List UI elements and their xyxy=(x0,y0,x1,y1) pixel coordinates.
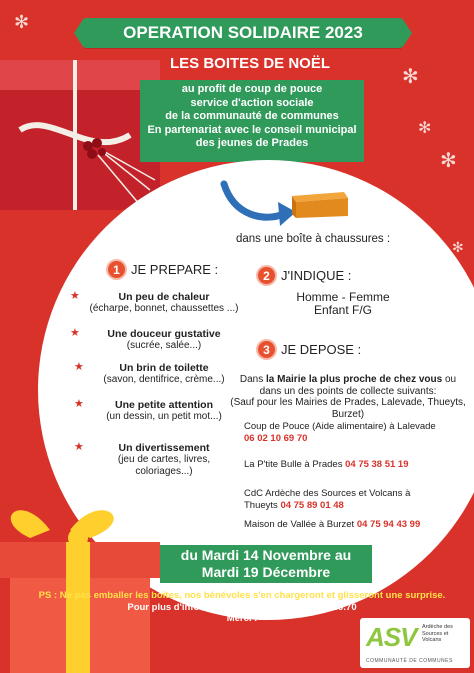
step-title: J'INDIQUE : xyxy=(281,268,352,283)
collection-point xyxy=(244,519,464,531)
logo-line: Ardèche des xyxy=(422,624,453,630)
snowflake-icon: ✻ xyxy=(402,64,419,88)
prepare-item-title: Un peu de chaleur xyxy=(118,291,210,303)
ps-line: PS : Ne pas emballer les boîtes, nos bénévoles s'en chargeront et glisseront une surprise. xyxy=(38,590,446,601)
ps-line: Pour plus d'info : Coup de Pouce au 06.02.10.69.70 xyxy=(127,601,357,613)
title-banner xyxy=(84,18,402,48)
step-number-badge: 2 xyxy=(258,267,275,284)
depose-highlight: la Mairie la plus proche de chez vous xyxy=(266,374,443,385)
shoebox-icon xyxy=(288,188,350,220)
intro-line: au profit de coup de pouce xyxy=(181,83,323,95)
collection-point xyxy=(244,421,440,444)
star-icon: ★ xyxy=(70,327,80,339)
depose-text: Dans xyxy=(239,374,267,385)
star-icon: ★ xyxy=(74,361,84,373)
gift-box-illustration xyxy=(0,490,170,673)
logo-letters: ASV xyxy=(366,622,417,652)
indique-text xyxy=(268,291,418,317)
depose-text: ou dans un des points de collecte suivants: xyxy=(259,374,457,397)
page-subtitle: LES BOITES DE NOËL xyxy=(169,55,331,72)
step-number-badge: 1 xyxy=(108,261,125,278)
snowflake-icon: ✻ xyxy=(418,118,432,137)
asv-logo xyxy=(360,618,470,668)
prepare-item-title: Un brin de toilette xyxy=(119,362,209,374)
logo-bottom-text: COMMUNAUTÉ DE COMMUNES xyxy=(366,658,453,664)
collection-point-name: La P'tite Bulle à Prades xyxy=(244,459,343,470)
prepare-item-title: Une petite attention xyxy=(114,399,213,411)
indique-line: Enfant F/G xyxy=(313,303,373,317)
prepare-item xyxy=(70,327,254,352)
intro-line: En partenariat avec le conseil municipal xyxy=(147,123,357,136)
prepare-item-detail: (sucrée, salée...) xyxy=(126,340,202,351)
prepare-item-detail: (un dessin, un petit mot...) xyxy=(106,411,222,422)
step-number-badge: 3 xyxy=(258,341,275,358)
collection-point-name: CdC Ardèche des Sources et Volcans à Thueyts xyxy=(244,488,411,511)
intro-line: service d'action sociale xyxy=(190,96,314,109)
collection-point xyxy=(244,488,440,511)
box-caption: dans une boîte à chaussures : xyxy=(236,233,391,245)
collection-point-phone: 04 75 89 01 48 xyxy=(280,499,344,511)
intro-box xyxy=(140,80,364,162)
logo-line: Sources et xyxy=(422,630,449,637)
collection-point-phone: 06 02 10 69 70 xyxy=(244,432,308,444)
step-prepare-heading xyxy=(108,261,218,278)
intro-line: de la communauté de communes xyxy=(165,110,339,122)
star-icon: ★ xyxy=(70,290,80,302)
prepare-item xyxy=(74,361,234,386)
prepare-item-detail: (jeu de cartes, livres, coloriages...) xyxy=(117,454,211,477)
collection-point-name: Maison de Vallée à Burzet xyxy=(244,519,355,530)
indique-line: Homme - Femme xyxy=(296,290,390,304)
date-line: du Mardi 14 Novembre au xyxy=(180,547,352,563)
prepare-item-title: Un divertissement xyxy=(118,442,210,454)
snowflake-icon: ✻ xyxy=(14,12,30,33)
depose-note: (Sauf pour les Mairies de Prades, Lalevade, Thueyts, Burzet) xyxy=(230,397,466,420)
snowflake-icon: ✻ xyxy=(440,148,457,172)
prepare-item xyxy=(74,398,234,423)
star-icon: ★ xyxy=(74,441,84,453)
logo-line: Volcans xyxy=(422,637,442,643)
step-title: JE PREPARE : xyxy=(131,262,219,277)
logo-text xyxy=(422,624,453,644)
star-icon: ★ xyxy=(74,398,84,410)
collection-point-name: Coup de Pouce (Aide alimentaire) à Lalevade xyxy=(244,421,436,432)
date-range-box xyxy=(160,545,372,583)
collection-point-phone: 04 75 94 43 99 xyxy=(356,519,421,530)
snowflake-icon: ✻ xyxy=(452,240,464,256)
prepare-item xyxy=(70,290,254,315)
prepare-item-detail: (écharpe, bonnet, chaussettes ...) xyxy=(89,303,239,314)
step-depose-heading xyxy=(258,341,361,358)
date-line: Mardi 19 Décembre xyxy=(201,564,331,580)
step-indique-heading xyxy=(258,267,351,284)
ps-line: Merci ! xyxy=(226,613,258,624)
step-title: JE DEPOSE : xyxy=(281,342,362,357)
intro-line: des jeunes de Prades xyxy=(195,137,309,149)
collection-point xyxy=(244,459,440,471)
collection-point-phone: 04 75 38 51 19 xyxy=(345,459,409,470)
depose-intro xyxy=(230,374,466,420)
prepare-item xyxy=(74,441,234,478)
page-title: OPERATION SOLIDAIRE 2023 xyxy=(123,23,363,42)
prepare-item-detail: (savon, dentifrice, crème...) xyxy=(103,374,225,385)
prepare-item-title: Une douceur gustative xyxy=(107,328,221,340)
